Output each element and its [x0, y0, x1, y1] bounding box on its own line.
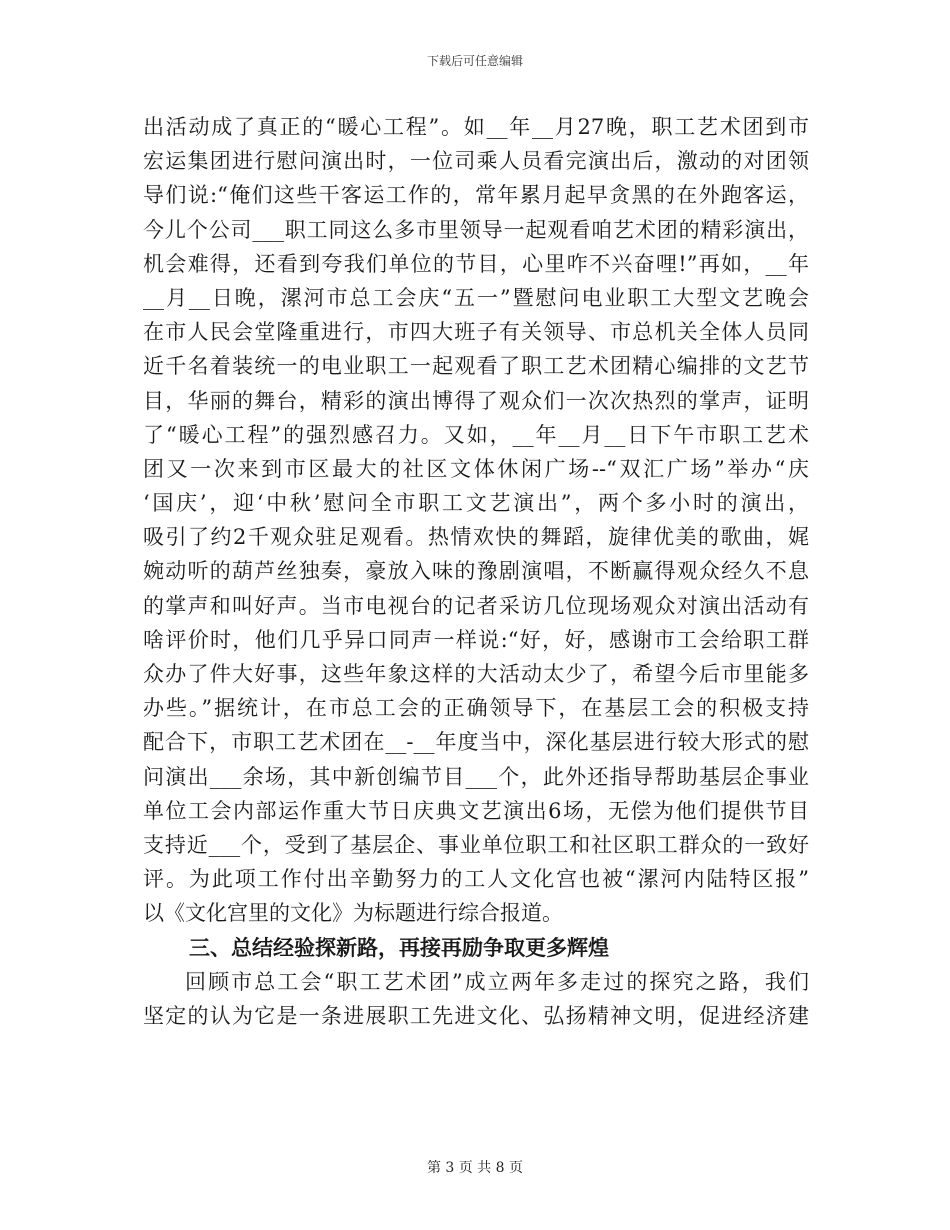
text-line: 了“暖心工程”的强烈感召力。又如，__年__月__日下午市职工艺术: [143, 422, 809, 447]
text-line: 近千名着装统一的电业职工一起观看了职工艺术团精心编排的文艺节: [143, 354, 809, 379]
text-line: 今儿个公司___职工同这么多市里领导一起观看咱艺术团的精彩演出，: [143, 217, 809, 242]
text-line: 办些。”据统计，在市总工会的正确领导下，在基层工会的积极支持: [143, 696, 809, 721]
page-footer: 第 3 页 共 8 页: [426, 1160, 524, 1176]
text-line: 回顾市总工会“职工艺术团”成立两年多走过的探究之路，我们: [185, 969, 809, 994]
text-line: 出活动成了真正的“暖心工程”。如__年__月27晚，职工艺术团到市: [143, 115, 809, 139]
text-line: 在市人民会堂隆重进行，市四大班子有关领导、市总机关全体人员同: [143, 320, 809, 345]
text-line: 问演出___余场，其中新创编节目___个，此外还指导帮助基层企事业: [143, 764, 809, 789]
text-line: 导们说:“俺们这些干客运工作的，常年累月起早贪黑的在外跑客运，: [143, 183, 809, 208]
text-line: 吸引了约2千观众驻足观看。热情欢快的舞蹈，旋律优美的歌曲，娓: [143, 525, 809, 550]
text-line: 宏运集团进行慰问演出时，一位司乘人员看完演出后，激动的对团领: [143, 149, 809, 174]
text-line: 众办了件大好事，这些年象这样的大活动太少了，希望今后市里能多: [143, 662, 809, 686]
body-text: [143, 110, 809, 1033]
text-line: ‘国庆’，迎‘中秋’慰问全市职工文艺演出”，两个多小时的演出，: [143, 491, 809, 516]
text-line: 机会难得，还看到夸我们单位的节目，心里咋不兴奋哩!”再如，__年: [143, 251, 809, 276]
text-line: 单位工会内部运作重大节日庆典文艺演出6场，无偿为他们提供节目: [143, 798, 809, 823]
text-line: 婉动听的葫芦丝独奏，豪放入味的豫剧演唱，不断赢得观众经久不息: [143, 559, 809, 584]
text-line: 支持近___个，受到了基层企、事业单位职工和社区职工群众的一致好: [143, 832, 809, 857]
text-line: 团又一次来到市区最大的社区文体休闲广场--“双汇广场”举办“庆: [143, 456, 809, 481]
text-line: 啥评价时，他们几乎异口同声一样说:“好，好，感谢市工会给职工群: [143, 627, 809, 652]
text-line: 的掌声和叫好声。当市电视台的记者采访几位现场观众对演出活动有: [143, 593, 809, 618]
text-line: __月__日晚，漯河市总工会庆“五一”暨慰问电业职工大型文艺晚会: [143, 285, 809, 310]
text-line: 配合下，市职工艺术团在__-__年度当中，深化基层进行较大形式的慰: [143, 730, 809, 755]
page-header: 下载后可任意编辑: [426, 54, 523, 68]
text-line: 坚定的认为它是一条进展职工先进文化、弘扬精神文明，促进经济建: [143, 1003, 809, 1028]
text-line: 目，华丽的舞台，精彩的演出博得了观众们一次次热烈的掌声，证明: [143, 388, 809, 413]
text-line: 评。为此项工作付出辛勤努力的工人文化宫也被“漯河内陆特区报”: [143, 867, 809, 892]
text-line: 以《文化宫里的文化》为标题进行综合报道。: [143, 901, 563, 926]
section-heading: 三、总结经验探新路，再接再励争取更多辉煌: [189, 934, 609, 960]
